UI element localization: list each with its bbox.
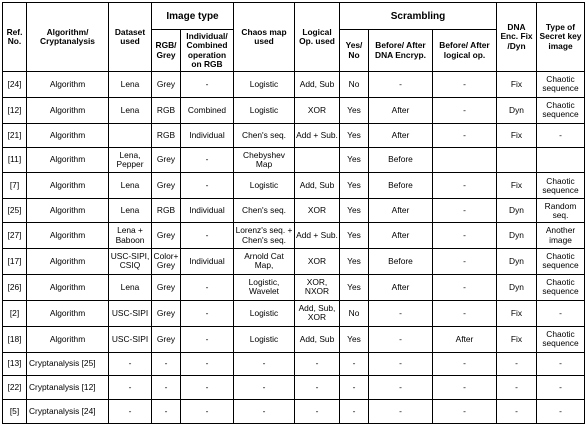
- cell-yes: No: [340, 72, 369, 98]
- cell-logical: [295, 147, 340, 173]
- cell-chaos: -: [234, 376, 295, 400]
- cell-key: Chaotic sequence: [537, 72, 585, 98]
- cell-algo: Algorithm: [27, 72, 109, 98]
- cell-b-dna: -: [369, 400, 433, 424]
- cell-ref: [24]: [3, 72, 27, 98]
- cell-rgb: Grey: [152, 223, 181, 249]
- cell-ref: [18]: [3, 326, 27, 352]
- cell-key: [537, 147, 585, 173]
- table-row: [3, 223, 585, 249]
- cell-chaos: Logistic: [234, 72, 295, 98]
- cell-algo: Algorithm: [27, 326, 109, 352]
- cell-yes: -: [340, 400, 369, 424]
- table-body: [3, 72, 585, 424]
- cell-b-dna: -: [369, 300, 433, 326]
- comparison-table: [2, 2, 585, 424]
- cell-key: -: [537, 123, 585, 147]
- cell-b-log: -: [433, 300, 497, 326]
- col-algorithm-header: Algorithm/ Cryptanalysis: [27, 3, 109, 72]
- cell-chaos: Arnold Cat Map,: [234, 249, 295, 275]
- cell-dataset: Lena: [109, 199, 152, 223]
- cell-logical: XOR: [295, 199, 340, 223]
- cell-chaos: Chebyshev Map: [234, 147, 295, 173]
- cell-chaos: Logistic: [234, 173, 295, 199]
- cell-rgb: Grey: [152, 300, 181, 326]
- cell-rgb: RGB: [152, 97, 181, 123]
- cell-yes: Yes: [340, 123, 369, 147]
- cell-indiv: -: [181, 352, 234, 376]
- cell-logical: -: [295, 352, 340, 376]
- cell-algo: Algorithm: [27, 173, 109, 199]
- cell-dataset: Lena: [109, 173, 152, 199]
- cell-rgb: -: [152, 376, 181, 400]
- cell-dna: Fix: [497, 300, 537, 326]
- cell-dataset: Lena: [109, 72, 152, 98]
- cell-dna: Dyn: [497, 199, 537, 223]
- cell-ref: [13]: [3, 352, 27, 376]
- cell-key: -: [537, 376, 585, 400]
- cell-algo: Algorithm: [27, 123, 109, 147]
- cell-indiv: -: [181, 376, 234, 400]
- table-row: [3, 199, 585, 223]
- cell-dataset: USC-SIPI, CSIQ: [109, 249, 152, 275]
- cell-ref: [25]: [3, 199, 27, 223]
- col-chaos-map-header: Chaos map used: [234, 3, 295, 72]
- cell-algo: Algorithm: [27, 274, 109, 300]
- table-row: [3, 123, 585, 147]
- cell-dataset: USC-SIPI: [109, 300, 152, 326]
- cell-logical: Add + Sub.: [295, 223, 340, 249]
- cell-yes: Yes: [340, 249, 369, 275]
- cell-ref: [22]: [3, 376, 27, 400]
- table-row: [3, 300, 585, 326]
- cell-indiv: Combined: [181, 97, 234, 123]
- cell-dna: Fix: [497, 173, 537, 199]
- cell-algo: Algorithm: [27, 300, 109, 326]
- cell-yes: -: [340, 376, 369, 400]
- cell-key: Random seq.: [537, 199, 585, 223]
- image-type-group-header: Image type: [152, 3, 234, 30]
- cell-ref: [17]: [3, 249, 27, 275]
- cell-rgb: Grey: [152, 147, 181, 173]
- cell-algo: Algorithm: [27, 97, 109, 123]
- cell-key: Chaotic sequence: [537, 97, 585, 123]
- cell-indiv: Individual: [181, 123, 234, 147]
- cell-indiv: -: [181, 326, 234, 352]
- cell-ref: [27]: [3, 223, 27, 249]
- cell-b-dna: -: [369, 352, 433, 376]
- cell-algo: Cryptanalysis [25]: [27, 352, 109, 376]
- cell-yes: Yes: [340, 173, 369, 199]
- cell-logical: Add, Sub: [295, 326, 340, 352]
- cell-logical: -: [295, 400, 340, 424]
- cell-b-dna: Before: [369, 249, 433, 275]
- table-row: [3, 173, 585, 199]
- cell-yes: Yes: [340, 274, 369, 300]
- cell-dataset: Lena: [109, 97, 152, 123]
- cell-key: Chaotic sequence: [537, 173, 585, 199]
- cell-yes: -: [340, 352, 369, 376]
- cell-chaos: Logistic: [234, 300, 295, 326]
- cell-b-log: -: [433, 249, 497, 275]
- cell-algo: Algorithm: [27, 223, 109, 249]
- cell-b-log: -: [433, 274, 497, 300]
- cell-algo: Cryptanalysis [24]: [27, 400, 109, 424]
- cell-indiv: -: [181, 147, 234, 173]
- cell-chaos: -: [234, 400, 295, 424]
- table-row: [3, 147, 585, 173]
- col-individual-combined-header: Individual/ Combined operation on RGB: [181, 30, 234, 72]
- cell-rgb: Color+ Grey: [152, 249, 181, 275]
- col-rgb-grey-header: RGB/ Grey: [152, 30, 181, 72]
- cell-logical: Add, Sub: [295, 173, 340, 199]
- table-row: [3, 326, 585, 352]
- cell-key: Chaotic sequence: [537, 326, 585, 352]
- cell-logical: XOR, NXOR: [295, 274, 340, 300]
- cell-logical: Add + Sub.: [295, 123, 340, 147]
- cell-rgb: -: [152, 400, 181, 424]
- cell-logical: Add, Sub: [295, 72, 340, 98]
- cell-ref: [5]: [3, 400, 27, 424]
- cell-dna: Fix: [497, 72, 537, 98]
- cell-chaos: Logistic, Wavelet: [234, 274, 295, 300]
- cell-dataset: Lena + Baboon: [109, 223, 152, 249]
- cell-dataset: -: [109, 352, 152, 376]
- col-before-after-logical-header: Before/ After logical op.: [433, 30, 497, 72]
- col-yes-no-header: Yes/ No: [340, 30, 369, 72]
- cell-b-log: -: [433, 223, 497, 249]
- cell-logical: XOR: [295, 249, 340, 275]
- cell-yes: Yes: [340, 147, 369, 173]
- cell-key: Another image: [537, 223, 585, 249]
- cell-dataset: Lena: [109, 274, 152, 300]
- cell-dna: [497, 147, 537, 173]
- cell-dna: Fix: [497, 123, 537, 147]
- cell-rgb: -: [152, 352, 181, 376]
- cell-key: -: [537, 400, 585, 424]
- cell-ref: [7]: [3, 173, 27, 199]
- table-row: [3, 400, 585, 424]
- cell-b-dna: Before: [369, 173, 433, 199]
- cell-b-dna: -: [369, 72, 433, 98]
- cell-b-log: -: [433, 199, 497, 223]
- cell-key: -: [537, 300, 585, 326]
- cell-b-dna: Before: [369, 147, 433, 173]
- table-row: [3, 72, 585, 98]
- cell-rgb: RGB: [152, 123, 181, 147]
- cell-b-log: After: [433, 326, 497, 352]
- cell-yes: No: [340, 300, 369, 326]
- cell-b-log: -: [433, 376, 497, 400]
- table-row: [3, 249, 585, 275]
- cell-b-log: -: [433, 352, 497, 376]
- cell-dataset: -: [109, 376, 152, 400]
- cell-algo: Algorithm: [27, 249, 109, 275]
- cell-dataset: Lena, Pepper: [109, 147, 152, 173]
- cell-ref: [2]: [3, 300, 27, 326]
- cell-dna: -: [497, 400, 537, 424]
- cell-yes: Yes: [340, 199, 369, 223]
- cell-dna: Fix: [497, 326, 537, 352]
- table-row: [3, 352, 585, 376]
- cell-b-dna: -: [369, 326, 433, 352]
- cell-b-log: -: [433, 400, 497, 424]
- col-logical-op-header: Logical Op. used: [295, 3, 340, 72]
- table-row: [3, 274, 585, 300]
- cell-chaos: Logistic: [234, 326, 295, 352]
- cell-b-log: -: [433, 123, 497, 147]
- cell-chaos: Lorenz's seq. + Chen's seq.: [234, 223, 295, 249]
- cell-dna: Dyn: [497, 249, 537, 275]
- cell-indiv: -: [181, 274, 234, 300]
- cell-ref: [12]: [3, 97, 27, 123]
- cell-indiv: Individual: [181, 199, 234, 223]
- cell-b-dna: After: [369, 223, 433, 249]
- cell-ref: [26]: [3, 274, 27, 300]
- cell-ref: [11]: [3, 147, 27, 173]
- cell-b-log: -: [433, 173, 497, 199]
- cell-rgb: Grey: [152, 326, 181, 352]
- cell-b-dna: After: [369, 123, 433, 147]
- cell-yes: Yes: [340, 223, 369, 249]
- cell-b-log: -: [433, 72, 497, 98]
- col-dna-enc-header: DNA Enc. Fix /Dyn: [497, 3, 537, 72]
- cell-dna: -: [497, 352, 537, 376]
- cell-algo: Algorithm: [27, 147, 109, 173]
- cell-algo: Algorithm: [27, 199, 109, 223]
- cell-b-dna: After: [369, 199, 433, 223]
- cell-indiv: -: [181, 72, 234, 98]
- cell-b-dna: -: [369, 376, 433, 400]
- cell-dna: Dyn: [497, 97, 537, 123]
- cell-dna: Dyn: [497, 274, 537, 300]
- cell-logical: Add, Sub, XOR: [295, 300, 340, 326]
- cell-indiv: -: [181, 300, 234, 326]
- col-dataset-header: Dataset used: [109, 3, 152, 72]
- cell-dna: Dyn: [497, 223, 537, 249]
- cell-chaos: Chen's seq.: [234, 123, 295, 147]
- cell-dataset: [109, 123, 152, 147]
- cell-rgb: Grey: [152, 72, 181, 98]
- cell-chaos: Logistic: [234, 97, 295, 123]
- scrambling-group-header: Scrambling: [340, 3, 497, 30]
- cell-yes: Yes: [340, 97, 369, 123]
- cell-ref: [21]: [3, 123, 27, 147]
- cell-rgb: Grey: [152, 173, 181, 199]
- cell-b-log: [433, 147, 497, 173]
- cell-dataset: -: [109, 400, 152, 424]
- table-row: [3, 376, 585, 400]
- cell-logical: XOR: [295, 97, 340, 123]
- table-row: [3, 97, 585, 123]
- cell-indiv: -: [181, 173, 234, 199]
- cell-b-dna: After: [369, 274, 433, 300]
- cell-rgb: Grey: [152, 274, 181, 300]
- cell-indiv: Individual: [181, 249, 234, 275]
- cell-key: Chaotic sequence: [537, 274, 585, 300]
- table-header: [3, 3, 585, 72]
- cell-key: Chaotic sequence: [537, 249, 585, 275]
- cell-rgb: RGB: [152, 199, 181, 223]
- cell-dataset: USC-SIPI: [109, 326, 152, 352]
- cell-yes: Yes: [340, 326, 369, 352]
- cell-b-dna: After: [369, 97, 433, 123]
- cell-chaos: -: [234, 352, 295, 376]
- cell-dna: -: [497, 376, 537, 400]
- cell-b-log: -: [433, 97, 497, 123]
- cell-chaos: Chen's seq.: [234, 199, 295, 223]
- cell-algo: Cryptanalysis [12]: [27, 376, 109, 400]
- cell-indiv: -: [181, 223, 234, 249]
- col-ref-header: Ref. No.: [3, 3, 27, 72]
- cell-indiv: -: [181, 400, 234, 424]
- col-before-after-dna-header: Before/ After DNA Encryp.: [369, 30, 433, 72]
- cell-logical: -: [295, 376, 340, 400]
- cell-key: -: [537, 352, 585, 376]
- col-secret-key-header: Type of Secret key image: [537, 3, 585, 72]
